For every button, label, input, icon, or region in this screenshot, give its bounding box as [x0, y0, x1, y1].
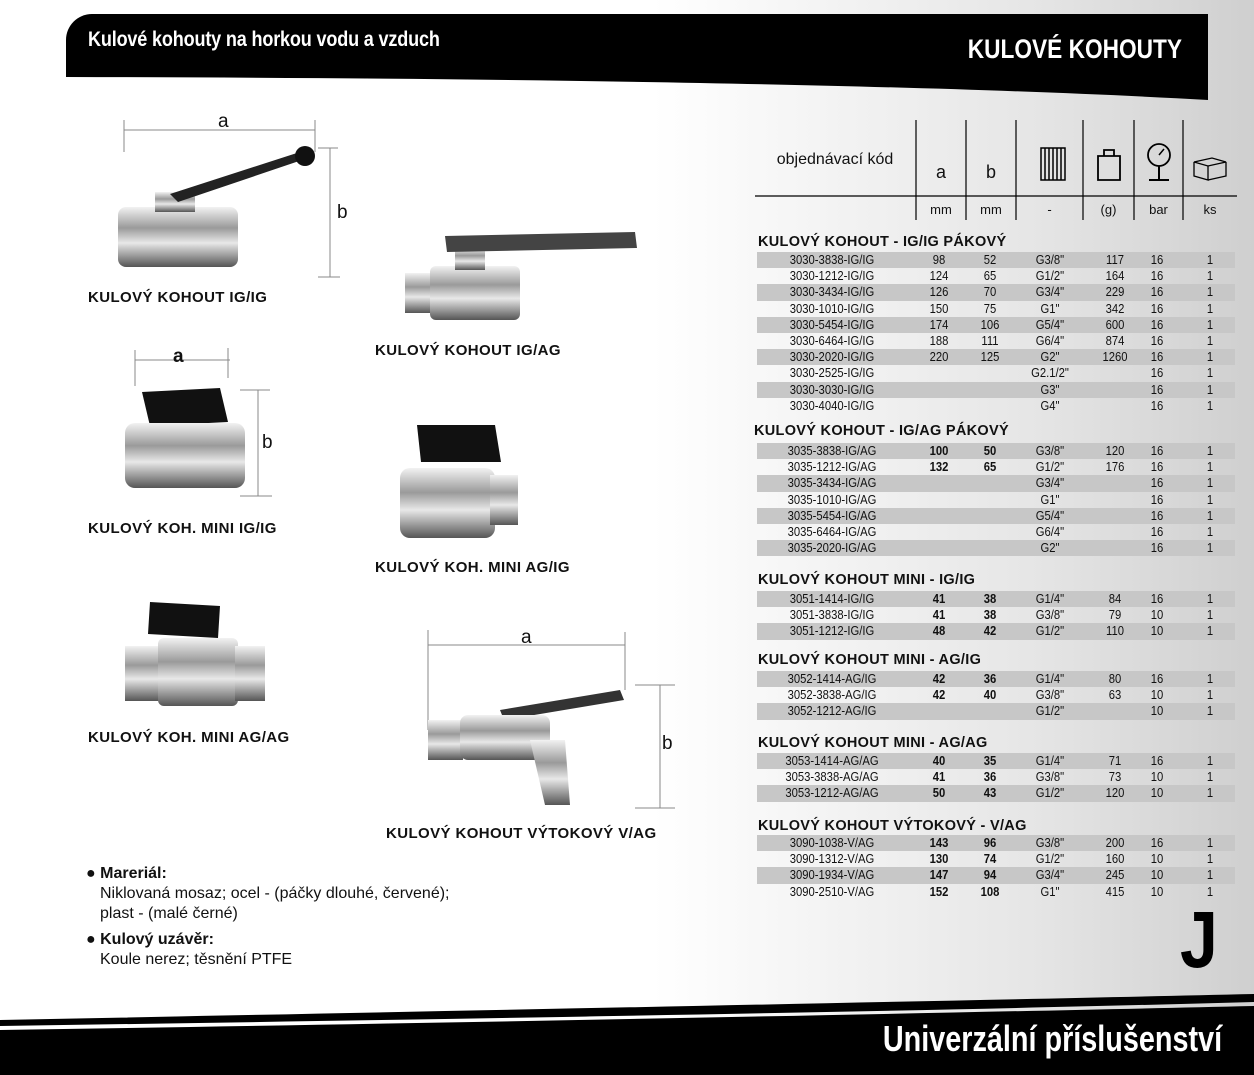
table-cell: 42 [932, 672, 946, 686]
table-cell: G3/8" [1035, 444, 1065, 458]
table-cell: 52 [983, 253, 997, 267]
table-cell: 16 [1150, 541, 1164, 556]
table-cell: 1 [1206, 770, 1214, 785]
table-cell: 100 [929, 444, 949, 458]
table-cell: 150 [929, 301, 949, 316]
table-cell: 3052-1212-AG/IG [787, 704, 877, 719]
table-cell: 188 [929, 334, 949, 348]
dim-b-label-6: b [662, 733, 673, 754]
table-row [757, 703, 1235, 719]
material-title: Mareriál: [100, 865, 167, 882]
product-image-ballvalve-ig-ag [395, 218, 645, 328]
unit-pressure: bar [1149, 202, 1168, 217]
table-cell: 3090-1038-V/AG [789, 836, 875, 850]
table-row [757, 252, 1235, 268]
table-cell: 42 [983, 624, 997, 639]
table-cell: 16 [1150, 398, 1164, 413]
table-cell: 3053-3838-AG/AG [785, 770, 879, 785]
unit-thread: - [1047, 202, 1052, 217]
table-cell: 1 [1206, 688, 1214, 703]
product-label-mini-ag-ig: KULOVÝ KOH. MINI AG/IG [375, 559, 570, 576]
table-cell: G2" [1040, 541, 1060, 556]
product-image-mini-ag-ig [395, 420, 525, 545]
table-cell: 10 [1150, 704, 1164, 719]
table-row [757, 540, 1235, 556]
section-title: KULOVÝ KOHOUT - IG/IG PÁKOVÝ [758, 234, 1007, 250]
table-cell: G1/2" [1035, 624, 1065, 639]
table-cell: G1/2" [1035, 704, 1065, 719]
table-cell: 1 [1206, 460, 1214, 475]
table-cell: 3090-2510-V/AG [789, 884, 875, 899]
table-cell: 16 [1150, 366, 1164, 381]
table-row [757, 349, 1235, 365]
table-cell: 200 [1105, 836, 1125, 850]
product-image-drain-cock-v-ag [420, 620, 685, 815]
table-cell: 3030-6464-IG/IG [789, 334, 875, 348]
table-cell: 164 [1105, 269, 1125, 284]
table-cell: 1 [1206, 444, 1214, 458]
table-row [757, 398, 1235, 414]
table-row [757, 785, 1235, 801]
product-image-mini-ig-ig [110, 348, 290, 498]
table-cell: 874 [1105, 334, 1125, 348]
table-cell: 75 [983, 301, 997, 316]
table-cell: 94 [983, 868, 997, 883]
unit-weight: (g) [1100, 202, 1117, 217]
table-row [757, 365, 1235, 381]
table-cell: 16 [1150, 476, 1164, 491]
table-cell: 3035-6464-IG/AG [787, 525, 877, 539]
table-cell: 106 [980, 317, 1000, 332]
bullet: ● [86, 931, 101, 948]
table-row [757, 382, 1235, 398]
table-cell: 1 [1206, 476, 1214, 491]
table-cell: G3/8" [1035, 836, 1065, 850]
product-image-mini-ag-ag [120, 598, 270, 713]
table-cell: 245 [1105, 868, 1125, 883]
table-cell: G4" [1040, 398, 1060, 413]
table-cell: 3030-3030-IG/IG [789, 382, 875, 397]
table-cell: 1260 [1102, 350, 1128, 365]
table-row [757, 671, 1235, 687]
table-row [757, 524, 1235, 540]
table-cell: 63 [1108, 688, 1122, 703]
table-cell: 3051-1414-IG/IG [789, 592, 875, 606]
table-cell: G6/4" [1035, 525, 1065, 539]
weight-icon [1094, 144, 1124, 182]
table-cell: 98 [932, 253, 946, 267]
product-label-ig-ig: KULOVÝ KOHOUT IG/IG [88, 289, 268, 306]
dim-a-label-6: a [521, 627, 532, 648]
table-cell: 147 [929, 868, 949, 883]
section-letter: J [1180, 895, 1218, 984]
table-cell: G6/4" [1035, 334, 1065, 348]
table-cell: 3030-3434-IG/IG [789, 285, 875, 300]
table-cell: 1 [1206, 868, 1214, 883]
table-cell: 3030-1212-IG/IG [789, 269, 875, 284]
material-line-1: Niklovaná mosaz; ocel - (páčky dlouhé, červené); [100, 885, 450, 902]
footer-title: Univerzální příslušenství [882, 1018, 1222, 1059]
column-header-a: a [935, 162, 946, 182]
dim-a-label-3: a [173, 346, 184, 367]
header-right-title: KULOVÉ KOHOUTY [967, 34, 1182, 64]
table-cell: 16 [1150, 269, 1164, 284]
table-row [757, 317, 1235, 333]
material-line-2: plast - (malé černé) [100, 905, 238, 922]
unit-a: mm [930, 202, 952, 217]
table-cell: 1 [1206, 525, 1214, 539]
table-cell: 40 [932, 754, 946, 768]
table-cell: 16 [1150, 253, 1164, 267]
table-cell: G2.1/2" [1031, 366, 1069, 381]
table-cell: 73 [1108, 770, 1122, 785]
table-cell: 220 [929, 350, 949, 365]
table-cell: 16 [1150, 754, 1164, 768]
table-cell: 124 [929, 269, 949, 284]
table-cell: 41 [932, 608, 946, 623]
table-cell: G2" [1040, 350, 1060, 365]
table-cell: G3" [1040, 382, 1060, 397]
table-cell: G1/2" [1035, 269, 1065, 284]
table-cell: 10 [1150, 884, 1164, 899]
table-cell: 3051-3838-IG/IG [789, 608, 875, 623]
table-cell: 16 [1150, 317, 1164, 332]
table-cell: 117 [1106, 253, 1124, 267]
table-cell: 10 [1150, 786, 1164, 801]
table-row [757, 459, 1235, 475]
table-cell: 415 [1105, 884, 1125, 899]
table-row [757, 508, 1235, 524]
table-cell: 1 [1206, 285, 1214, 300]
table-cell: G1/4" [1035, 672, 1065, 686]
package-icon [1190, 150, 1230, 182]
table-cell: 41 [932, 592, 946, 606]
table-cell: 125 [980, 350, 1000, 365]
product-image-ballvalve-ig-ig [100, 112, 360, 287]
table-cell: G3/8" [1035, 770, 1065, 785]
section-title: KULOVÝ KOHOUT MINI - AG/IG [758, 652, 982, 668]
table-cell: 3035-3434-IG/AG [787, 476, 877, 491]
table-cell: 38 [983, 592, 997, 606]
table-cell: 16 [1150, 672, 1164, 686]
table-cell: 342 [1105, 301, 1125, 316]
table-cell: 16 [1150, 508, 1164, 523]
table-row [757, 607, 1235, 623]
table-cell: 1 [1206, 398, 1214, 413]
table-cell: G1/4" [1035, 754, 1065, 768]
table-cell: 65 [983, 460, 997, 475]
table-cell: 143 [929, 836, 949, 850]
table-cell: 16 [1150, 382, 1164, 397]
table-cell: 1 [1206, 366, 1214, 381]
product-label-mini-ig-ig: KULOVÝ KOH. MINI IG/IG [88, 520, 277, 537]
table-row [757, 623, 1235, 639]
table-cell: G1" [1040, 301, 1060, 316]
table-cell: 3052-1414-AG/IG [787, 672, 877, 686]
table-cell: G3/8" [1035, 253, 1065, 267]
table-cell: 3030-1010-IG/IG [789, 301, 875, 316]
table-cell: 1 [1206, 672, 1214, 686]
table-row [757, 475, 1235, 491]
table-cell: 1 [1206, 253, 1214, 267]
material-notes [86, 864, 450, 970]
table-cell: 36 [983, 672, 997, 686]
table-cell: 1 [1206, 754, 1214, 768]
header-left-title: Kulové kohouty na horkou vodu a vzduch [88, 28, 440, 51]
section-title: KULOVÝ KOHOUT MINI - AG/AG [758, 735, 988, 751]
table-cell: 79 [1108, 608, 1122, 623]
table-cell: G1" [1040, 492, 1060, 507]
table-cell: 3090-1312-V/AG [789, 852, 875, 867]
table-cell: 3030-3838-IG/IG [789, 253, 875, 267]
table-cell: 80 [1108, 672, 1122, 686]
table-cell: 108 [980, 884, 1000, 899]
table-cell: 120 [1105, 786, 1125, 801]
table-cell: 50 [983, 444, 997, 458]
table-cell: 10 [1150, 688, 1164, 703]
table-row [757, 835, 1235, 851]
table-row [757, 867, 1235, 883]
table-cell: 1 [1206, 786, 1214, 801]
table-cell: 1 [1206, 382, 1214, 397]
table-cell: 96 [983, 836, 997, 850]
table-cell: 600 [1105, 317, 1125, 332]
table-cell: 35 [983, 754, 997, 768]
table-cell: 36 [983, 770, 997, 785]
table-cell: 65 [983, 269, 997, 284]
table-cell: 16 [1150, 350, 1164, 365]
table-cell: 1 [1206, 592, 1214, 606]
table-row [757, 492, 1235, 508]
table-cell: 10 [1150, 868, 1164, 883]
table-cell: 1 [1206, 269, 1214, 284]
section-title: KULOVÝ KOHOUT - IG/AG PÁKOVÝ [754, 423, 1009, 439]
table-cell: 10 [1150, 770, 1164, 785]
table-cell: 1 [1206, 608, 1214, 623]
table-cell: G1/2" [1035, 852, 1065, 867]
product-label-ig-ag: KULOVÝ KOHOUT IG/AG [375, 342, 561, 359]
table-row [757, 851, 1235, 867]
table-cell: 1 [1206, 350, 1214, 365]
table-cell: 16 [1150, 525, 1164, 539]
table-cell: 1 [1206, 334, 1214, 348]
table-cell: 1 [1206, 852, 1214, 867]
table-cell: 16 [1150, 444, 1164, 458]
product-label-mini-ag-ag: KULOVÝ KOH. MINI AG/AG [88, 729, 290, 746]
table-cell: 3035-1010-IG/AG [787, 492, 877, 507]
table-cell: 176 [1105, 460, 1125, 475]
table-cell: 16 [1150, 592, 1164, 606]
table-cell: 3090-1934-V/AG [789, 868, 875, 883]
table-cell: 3030-4040-IG/IG [789, 398, 875, 413]
dim-b-label-3: b [262, 432, 273, 453]
table-cell: 43 [983, 786, 997, 801]
table-row [757, 301, 1235, 317]
product-label-drain-cock: KULOVÝ KOHOUT VÝTOKOVÝ V/AG [386, 825, 657, 842]
table-cell: 84 [1108, 592, 1122, 606]
table-row [757, 753, 1235, 769]
table-cell: 16 [1150, 836, 1164, 850]
dim-b-label-1: b [337, 202, 348, 223]
bullet: ● [86, 865, 101, 882]
table-cell: 126 [929, 285, 949, 300]
table-row [757, 268, 1235, 284]
table-cell: 3035-1212-IG/AG [787, 460, 877, 475]
table-cell: 40 [983, 688, 997, 703]
table-cell: 3030-5454-IG/IG [789, 317, 875, 332]
section-title: KULOVÝ KOHOUT MINI - IG/IG [758, 572, 976, 588]
table-cell: 3051-1212-IG/IG [789, 624, 875, 639]
table-cell: 1 [1206, 317, 1214, 332]
table-cell: 229 [1105, 285, 1125, 300]
table-cell: 1 [1206, 508, 1214, 523]
table-cell: G3/8" [1035, 688, 1065, 703]
table-cell: 70 [983, 285, 997, 300]
table-cell: 110 [1106, 624, 1124, 639]
closure-title: Kulový uzávěr: [100, 931, 214, 948]
column-header-b: b [985, 162, 996, 182]
table-cell: 174 [929, 317, 949, 332]
table-cell: 1 [1206, 836, 1214, 850]
table-cell: G1/4" [1035, 592, 1065, 606]
table-row [757, 591, 1235, 607]
table-row [757, 884, 1235, 900]
table-cell: G3/4" [1035, 868, 1065, 883]
table-cell: G3/8" [1035, 608, 1065, 623]
table-cell: 16 [1150, 334, 1164, 348]
table-cell: G5/4" [1035, 508, 1065, 523]
table-cell: 74 [983, 852, 997, 867]
table-cell: G3/4" [1035, 476, 1065, 491]
table-cell: 3052-3838-AG/IG [787, 688, 877, 703]
table-cell: 3030-2020-IG/IG [789, 350, 875, 365]
thread-icon [1038, 144, 1068, 184]
table-cell: 10 [1150, 852, 1164, 867]
table-cell: 132 [929, 460, 949, 475]
table-cell: 10 [1150, 608, 1164, 623]
table-row [757, 687, 1235, 703]
table-cell: 16 [1150, 492, 1164, 507]
table-cell: 3035-3838-IG/AG [787, 444, 877, 458]
table-cell: 1 [1206, 704, 1214, 719]
table-cell: 111 [981, 334, 999, 348]
table-cell: 3035-5454-IG/AG [787, 508, 877, 523]
section-title: KULOVÝ KOHOUT VÝTOKOVÝ - V/AG [758, 818, 1027, 834]
table-cell: G1" [1040, 884, 1060, 899]
table-row [757, 443, 1235, 459]
table-cell: 1 [1206, 541, 1214, 556]
dim-a-label-1: a [218, 111, 229, 132]
unit-quantity: ks [1203, 202, 1217, 217]
table-cell: 3053-1212-AG/AG [785, 786, 879, 801]
table-cell: G1/2" [1035, 786, 1065, 801]
table-cell: 160 [1105, 852, 1125, 867]
table-cell: 71 [1108, 754, 1122, 768]
table-cell: G5/4" [1035, 317, 1065, 332]
table-cell: 41 [932, 770, 946, 785]
header-swoosh [66, 74, 1208, 100]
table-cell: 3035-2020-IG/AG [787, 541, 877, 556]
unit-b: mm [980, 202, 1002, 217]
table-cell: 1 [1206, 884, 1214, 899]
table-cell: 1 [1206, 301, 1214, 316]
table-cell: 10 [1150, 624, 1164, 639]
table-row [757, 333, 1235, 349]
table-cell: 48 [932, 624, 946, 639]
table-cell: 3030-2525-IG/IG [789, 366, 875, 381]
table-cell: 152 [929, 884, 949, 899]
table-cell: 16 [1150, 285, 1164, 300]
table-cell: G3/4" [1035, 285, 1065, 300]
table-cell: G1/2" [1035, 460, 1065, 475]
table-cell: 130 [929, 852, 949, 867]
pressure-gauge-icon [1143, 141, 1175, 185]
column-header-code: objednávací kód [776, 151, 894, 168]
table-row [757, 284, 1235, 300]
table-cell: 16 [1150, 460, 1164, 475]
table-cell: 16 [1150, 301, 1164, 316]
table-cell: 3053-1414-AG/AG [785, 754, 879, 768]
table-cell: 1 [1206, 624, 1214, 639]
closure-line-1: Koule nerez; těsnění PTFE [100, 951, 293, 968]
table-row [757, 769, 1235, 785]
table-cell: 38 [983, 608, 997, 623]
table-cell: 1 [1206, 492, 1214, 507]
table-cell: 120 [1105, 444, 1125, 458]
table-cell: 42 [932, 688, 946, 703]
table-cell: 50 [932, 786, 946, 801]
